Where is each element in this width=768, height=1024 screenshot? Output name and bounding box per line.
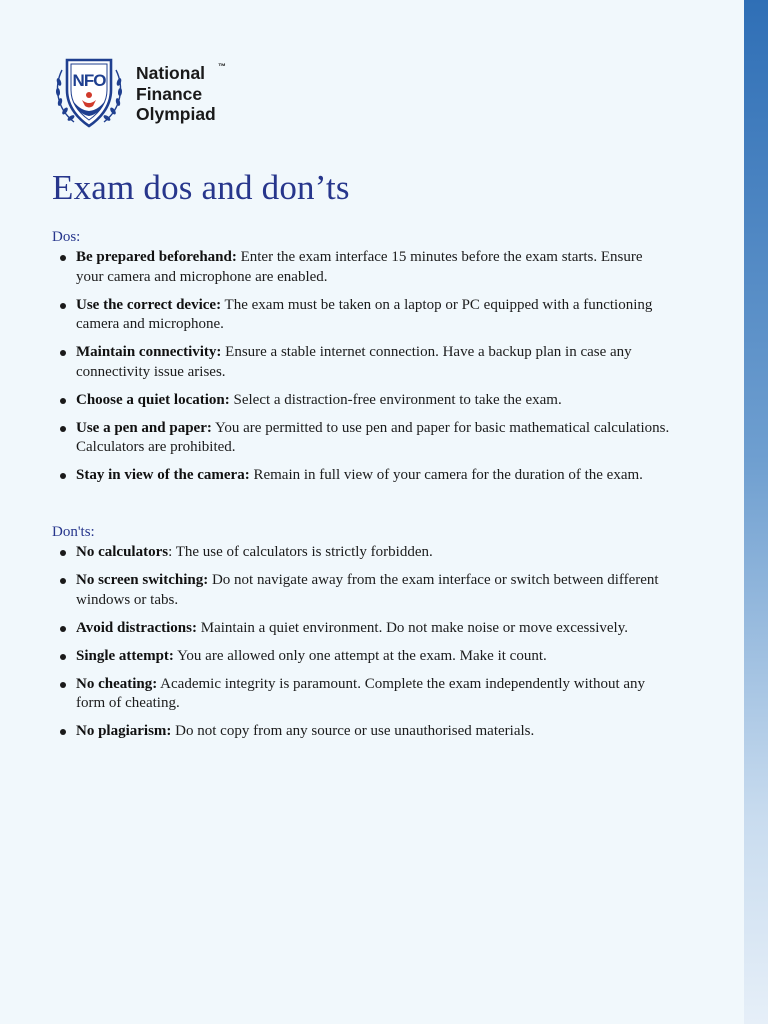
item-label: No cheating:: [76, 675, 158, 692]
list-item: [52, 571, 672, 610]
list-item: [52, 248, 672, 287]
bullet-icon: [60, 303, 66, 309]
brand-name-line-3: Olympiad: [136, 104, 216, 125]
bullet-icon: [60, 729, 66, 735]
item-label: Single attempt:: [76, 647, 174, 664]
brand-name: [136, 62, 226, 125]
list-item: [52, 296, 672, 335]
list-item: [52, 466, 672, 486]
list-item: [52, 675, 672, 714]
item-text: You are allowed only one attempt at the exam. Make it count.: [173, 647, 547, 664]
trademark-symbol: ™: [218, 62, 226, 72]
bullet-icon: [60, 626, 66, 632]
nfo-logo: [52, 56, 226, 132]
bullet-icon: [60, 398, 66, 404]
item-text: Ensure a stable internet connection. Have a backup plan in case any connectivity issue arises.: [76, 344, 632, 380]
item-text: Select a distraction-free environment to take the exam.: [229, 391, 562, 408]
item-label: Stay in view of the camera:: [76, 467, 250, 483]
item-text: You are permitted to use pen and paper for basic mathematical calculations. Calculators are prohibited.: [76, 419, 670, 455]
decorative-side-bar: [744, 0, 768, 1024]
item-label: Be prepared beforehand:: [76, 249, 237, 265]
nfo-shield-emblem: [52, 56, 126, 132]
svg-text:NFO: NFO: [72, 71, 106, 90]
list-item: [52, 391, 672, 411]
item-text: Maintain a quiet environment. Do not make noise or move excessively.: [196, 619, 628, 636]
bullet-icon: [60, 473, 66, 479]
list-item: [52, 343, 672, 382]
bullet-icon: [60, 682, 66, 688]
donts-heading: Don'ts:: [52, 524, 95, 540]
item-text: Enter the exam interface 15 minutes before the exam starts. Ensure your camera and microphone are enabled.: [76, 249, 643, 285]
item-text: Academic integrity is paramount. Complete the exam independently without any form of cheating.: [76, 675, 646, 711]
dos-list: [52, 248, 672, 494]
brand-name-line-2: Finance: [136, 83, 203, 104]
item-text: Do not navigate away from the exam interface or switch between different windows or tabs.: [76, 572, 659, 608]
item-text: Do not copy from any source or use unauthorised materials.: [171, 723, 535, 739]
list-item: [52, 419, 672, 458]
item-label: No plagiarism:: [76, 723, 172, 739]
item-text: : The use of calculators is strictly forbidden.: [168, 544, 433, 560]
bullet-icon: [60, 255, 66, 261]
list-item: [52, 722, 672, 742]
item-label: Choose a quiet location:: [76, 391, 230, 408]
donts-list: [52, 543, 672, 750]
brand-name-line-1: National: [136, 63, 206, 84]
item-label: Avoid distractions:: [76, 619, 197, 636]
item-label: Maintain connectivity:: [76, 344, 222, 360]
item-label: Use a pen and paper:: [76, 419, 212, 436]
bullet-icon: [60, 578, 66, 584]
list-item: [52, 619, 672, 639]
bullet-icon: [60, 550, 66, 556]
list-item: [52, 647, 672, 667]
item-label: No calculators: [76, 544, 169, 560]
list-item: [52, 543, 672, 563]
item-label: No screen switching:: [76, 572, 209, 588]
item-text: The exam must be taken on a laptop or PC equipped with a functioning camera and microphone.: [76, 296, 653, 332]
bullet-icon: [60, 426, 66, 432]
page-title: Exam dos and don’ts: [52, 168, 350, 207]
bullet-icon: [60, 654, 66, 660]
bullet-icon: [60, 350, 66, 356]
item-label: Use the correct device:: [76, 296, 222, 313]
item-text: Remain in full view of your camera for the duration of the exam.: [249, 467, 643, 483]
dos-heading: Dos:: [52, 229, 81, 245]
